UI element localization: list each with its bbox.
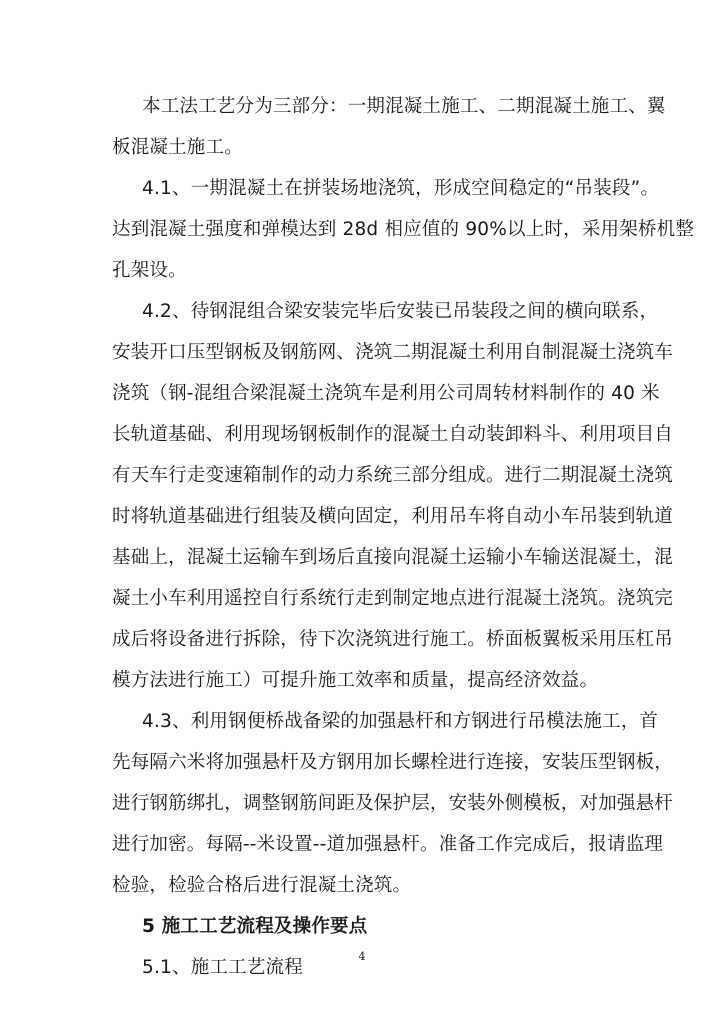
paragraph-4-line-5: 检验，检验合格后进行混凝土浇筑。 (112, 875, 412, 896)
paragraph-3-line-2: 安装开口压型钢板及钢筋网、浇筑二期混凝土利用自制混凝土浇筑车 (112, 342, 674, 363)
paragraph-4-line-3: 进行钢筋绑扎，调整钢筋间距及保护层，安装外侧模板，对加强悬杆 (112, 793, 674, 814)
paragraph-3-line-1: 4.2、待钢混组合梁安装完毕后安装已吊装段之间的横向联系， (142, 301, 659, 322)
paragraph-3-line-10: 模方法进行施工）可提升施工效率和质量，提高经济效益。 (112, 670, 599, 691)
paragraph-3-line-4: 长轨道基础、利用现场钢板制作的混凝土自动装卸料斗、利用项目自 (112, 424, 674, 445)
page-number: 4 (358, 950, 366, 963)
paragraph-3-line-5: 有天车行走变速箱制作的动力系统三部分组成。进行二期混凝土浇筑 (112, 465, 674, 486)
subsection-heading: 5.1、施工工艺流程 (142, 957, 303, 978)
paragraph-3-line-8: 凝土小车利用遥控自行系统行走到制定地点进行混凝土浇筑。浇筑完 (112, 588, 674, 609)
paragraph-4-line-2: 先每隔六米将加强悬杆及方钢用加长螺栓进行连接，安装压型钢板， (112, 752, 674, 773)
paragraph-2-line-3: 孔架设。 (112, 260, 187, 281)
paragraph-1-line-1: 本工法工艺分为三部分：一期混凝土施工、二期混凝土施工、翼 (142, 96, 666, 117)
paragraph-3-line-6: 时将轨道基础进行组装及横向固定，利用吊车将自动小车吊装到轨道 (112, 506, 674, 527)
paragraph-4-line-4: 进行加密。每隔--米设置--道加强悬杆。准备工作完成后，报请监理 (112, 834, 664, 855)
section-heading: 5 施工工艺流程及操作要点 (142, 916, 368, 937)
paragraph-3-line-7: 基础上，混凝土运输车到场后直接向混凝土运输小车输送混凝土，混 (112, 547, 674, 568)
paragraph-3-line-3: 浇筑（钢-混组合梁混凝土浇筑车是利用公司周转材料制作的 40 米 (112, 383, 660, 404)
paragraph-4-line-1: 4.3、利用钢便桥战备梁的加强悬杆和方钢进行吊模法施工，首 (142, 711, 659, 732)
paragraph-2-line-1: 4.1、一期混凝土在拼装场地浇筑，形成空间稳定的“吊装段”。 (142, 178, 660, 199)
paragraph-3-line-9: 成后将设备进行拆除，待下次浇筑进行施工。桥面板翼板采用压杠吊 (112, 629, 674, 650)
paragraph-2-line-2: 达到混凝土强度和弹模达到 28d 相应值的 90%以上时，采用架桥机整 (112, 219, 695, 240)
paragraph-1-line-2: 板混凝土施工。 (112, 137, 243, 158)
